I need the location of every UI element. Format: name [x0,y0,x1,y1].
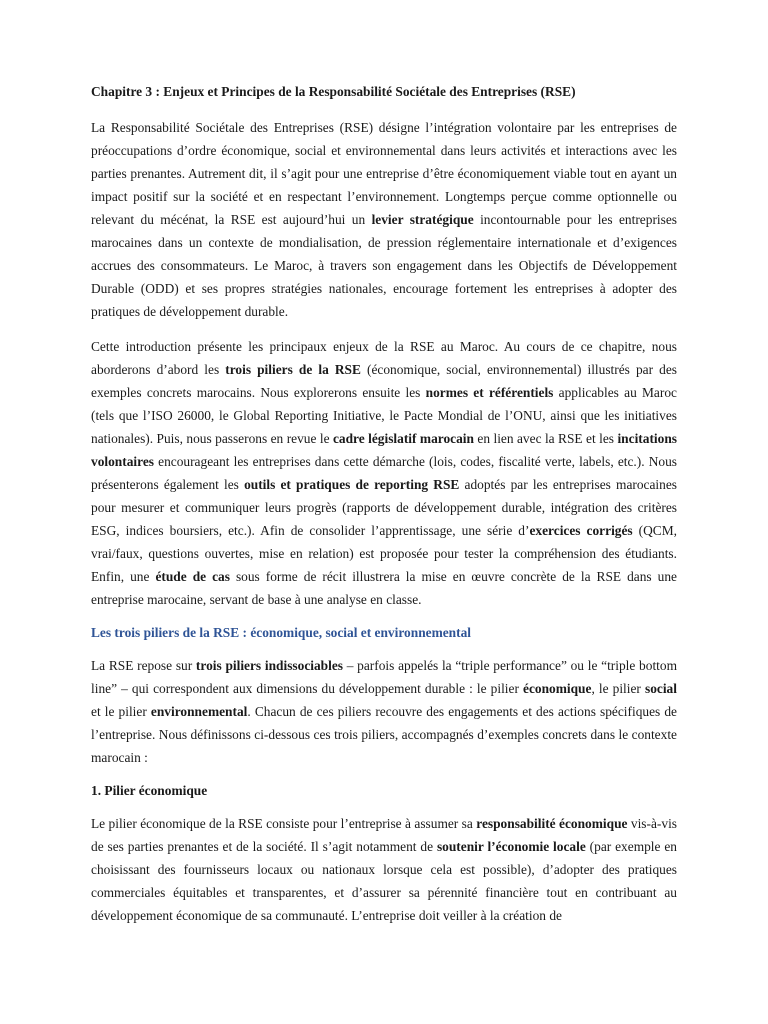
text-run: incontournable pour les entreprises marocaines dans un contexte de mondialisation, de pression réglementaire internationale et d’exigences accrues des consommateurs. Le Maroc, à travers son engagement dans les Objectifs de Développement Durable (ODD) et ses propres stratégies nationales, encourage fortement les entreprises à adopter des pratiques de développement durable. [91,212,677,319]
bold-term: économique [523,681,592,696]
bold-term: soutenir l’économie locale [436,839,586,854]
text-run: en lien avec la RSE et les [473,431,618,446]
text-run: sous forme de récit illustrera la mise en œuvre concrète de la RSE dans une entreprise marocaine, servant de base à une analyse en classe. [91,569,677,607]
intro-paragraph-1 [91,116,677,323]
economic-pillar-paragraph [91,812,677,927]
bold-term: trois piliers indissociables [195,658,344,673]
text-run: (par exemple en choisissant des fournisseurs locaux ou nationaux lorsque cela est possible), d’adopter des pratiques commerciales équitables et transparentes, et d’assurer sa pérennité financière tout en contribuant au développement économique de sa communauté. L’entreprise doit veiller à la création de [91,839,677,923]
text-run: encourageant les entreprises dans cette démarche (lois, codes, fiscalité verte, labels, etc.). Nous présenterons également les [91,454,677,492]
bold-term: social [644,681,677,696]
text-run: applicables au Maroc (tels que l’ISO 26000, le Global Reporting Initiative, le Pacte Mondial de l’ONU, ainsi que les initiatives nationales). Puis, nous passerons en revue le [91,385,677,446]
pillars-paragraph [91,654,677,769]
text-run: Cette introduction présente les principaux enjeux de la RSE au Maroc. Au cours de ce chapitre, nous aborderons d’abord les [91,339,677,377]
bold-term: trois piliers de la RSE [225,362,361,377]
text-run: La Responsabilité Sociétale des Entreprises (RSE) désigne l’intégration volontaire par les entreprises de préoccupations d’ordre économique, social et environnemental dans leurs activités et interactions avec les parties prenantes. Autrement dit, il s’agit pour une entreprise d’être économiquement viable tout en ayant un impact positif sur la société et en respectant l’environnement. Longtemps perçue comme optionnelle ou relevant du mécénat, la RSE est aujourd’hui un [91,120,677,227]
bold-term: cadre législatif marocain [332,431,474,446]
text-run: – parfois appelés la “triple performance” ou le “triple bottom line” – qui correspondent aux dimensions du développement durable : le pilier [91,658,678,696]
bold-term: levier stratégique [371,212,474,227]
bold-term: responsabilité économique [476,816,628,831]
text-run: (économique, social, environnemental) illustrés par des exemples concrets marocains. Nous explorerons ensuite les [91,362,677,400]
bold-term: étude de cas [155,569,230,584]
text-run: et le pilier [91,704,151,719]
chapter-title: Chapitre 3 : Enjeux et Principes de la Responsabilité Sociétale des Entreprises (RSE) [91,84,576,99]
subsection-heading: 1. Pilier économique [91,783,208,798]
intro-paragraph-2 [91,335,677,611]
bold-term: outils et pratiques de reporting RSE [244,477,460,492]
bold-term: exercices corrigés [529,523,633,538]
text-run: (QCM, vrai/faux, questions ouvertes, mise en relation) est proposée pour tester la compréhension des étudiants. Enfin, une [91,523,677,584]
bold-term: environnemental [150,704,248,719]
text-run: vis-à-vis de ses parties prenantes et de la société. Il s’agit notamment de [91,816,677,854]
text-run: La RSE repose sur [91,658,196,673]
bold-term: normes et référentiels [425,385,554,400]
bold-term: incitations volontaires [91,431,677,469]
text-run: , le pilier [591,681,645,696]
text-run: . Chacun de ces piliers recouvre des engagements et des actions spécifiques de l’entreprise. Nous définissons ci-dessous ces trois piliers, accompagnés d’exemples concrets dans le contexte marocain : [91,704,677,765]
text-run: Le pilier économique de la RSE consiste pour l’entreprise à assumer sa [91,816,477,831]
text-run: adoptés par les entreprises marocaines pour mesurer et communiquer leurs progrès (rapports de développement durable, intégration des critères ESG, indices boursiers, etc.). Afin de consolider l’apprentissage, une série d’ [91,477,678,538]
section-heading: Les trois piliers de la RSE : économique, social et environnemental [91,625,472,640]
